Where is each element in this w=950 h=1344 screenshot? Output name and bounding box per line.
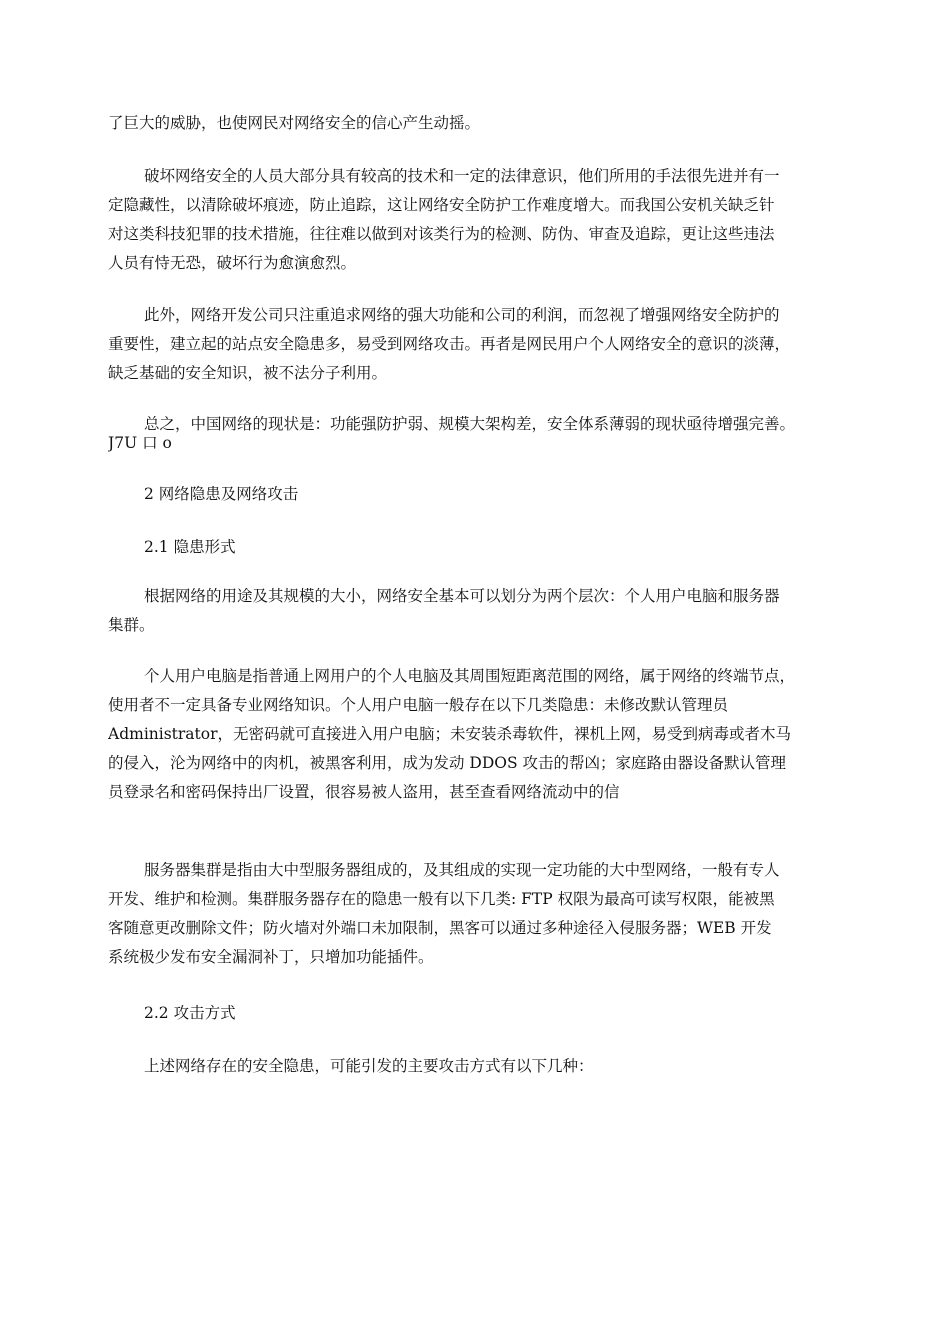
text-line: 员登录名和密码保持出厂设置，很容易被人盗用，甚至查看网络流动中的信 bbox=[108, 783, 620, 801]
paragraph-first-line: 个人用户电脑是指普通上网用户的个人电脑及其周围短距离范围的网络，属于网络的终端节点， bbox=[144, 667, 796, 685]
text-line: 人员有恃无恐，破坏行为愈演愈烈。 bbox=[108, 254, 357, 272]
paragraph-first-line: 此外，网络开发公司只注重追求网络的强大功能和公司的利润，而忽视了增强网络安全防护的 bbox=[144, 306, 780, 324]
paragraph-first-line: 总之，中国网络的现状是：功能强防护弱、规模大架构差，安全体系薄弱的现状亟待增强完善。 bbox=[144, 415, 796, 433]
text-line: 缺乏基础的安全知识，被不法分子利用。 bbox=[108, 364, 388, 382]
text-line: 使用者不一定具备专业网络知识。个人用户电脑一般存在以下几类隐患：未修改默认管理员 bbox=[108, 696, 729, 714]
text-line: 定隐藏性，以清除破坏痕迹，防止追踪，这让网络安全防护工作难度增大。而我国公安机关缺乏针 bbox=[108, 196, 775, 214]
section-heading: 2 网络隐患及网络攻击 bbox=[144, 485, 299, 503]
text-line: 客随意更改删除文件；防火墙对外端口未加限制，黑客可以通过多种途径入侵服务器；WEB 开发 bbox=[108, 919, 772, 937]
text-line: 系统极少发布安全漏洞补丁，只增加功能插件。 bbox=[108, 948, 434, 966]
paragraph-first-line: 根据网络的用途及其规模的大小，网络安全基本可以划分为两个层次：个人用户电脑和服务器 bbox=[144, 587, 780, 605]
text-line: 重要性，建立起的站点安全隐患多，易受到网络攻击。再者是网民用户个人网络安全的意识的淡薄， bbox=[108, 335, 791, 353]
text-line: 了巨大的威胁，也使网民对网络安全的信心产生动摇。 bbox=[108, 114, 481, 132]
subsection-heading: 2.2 攻击方式 bbox=[144, 1004, 236, 1022]
subsection-heading: 2.1 隐患形式 bbox=[144, 538, 236, 556]
text-line: 集群。 bbox=[108, 616, 155, 634]
text-line: Administrator，无密码就可直接进入用户电脑；未安装杀毒软件，裸机上网，易受到病毒或者木马 bbox=[108, 725, 792, 743]
paragraph-first-line: 破坏网络安全的人员大部分具有较高的技术和一定的法律意识，他们所用的手法很先进并有一 bbox=[144, 167, 780, 185]
paragraph-first-line: 上述网络存在的安全隐患，可能引发的主要攻击方式有以下几种： bbox=[144, 1057, 594, 1075]
text-line: 对这类科技犯罪的技术措施，往往难以做到对该类行为的检测、防伪、审查及追踪，更让这些违法 bbox=[108, 225, 775, 243]
paragraph-first-line: 服务器集群是指由大中型服务器组成的，及其组成的实现一定功能的大中型网络，一般有专人 bbox=[144, 861, 780, 879]
text-line: 的侵入，沦为网络中的肉机，被黑客利用，成为发动 DDOS 攻击的帮凶；家庭路由器设备默认管理 bbox=[108, 754, 787, 772]
text-line: J7U 口 o bbox=[108, 434, 172, 452]
text-line: 开发、维护和检测。集群服务器存在的隐患一般有以下几类: FTP 权限为最高可读写权限，能被黑 bbox=[108, 890, 775, 908]
